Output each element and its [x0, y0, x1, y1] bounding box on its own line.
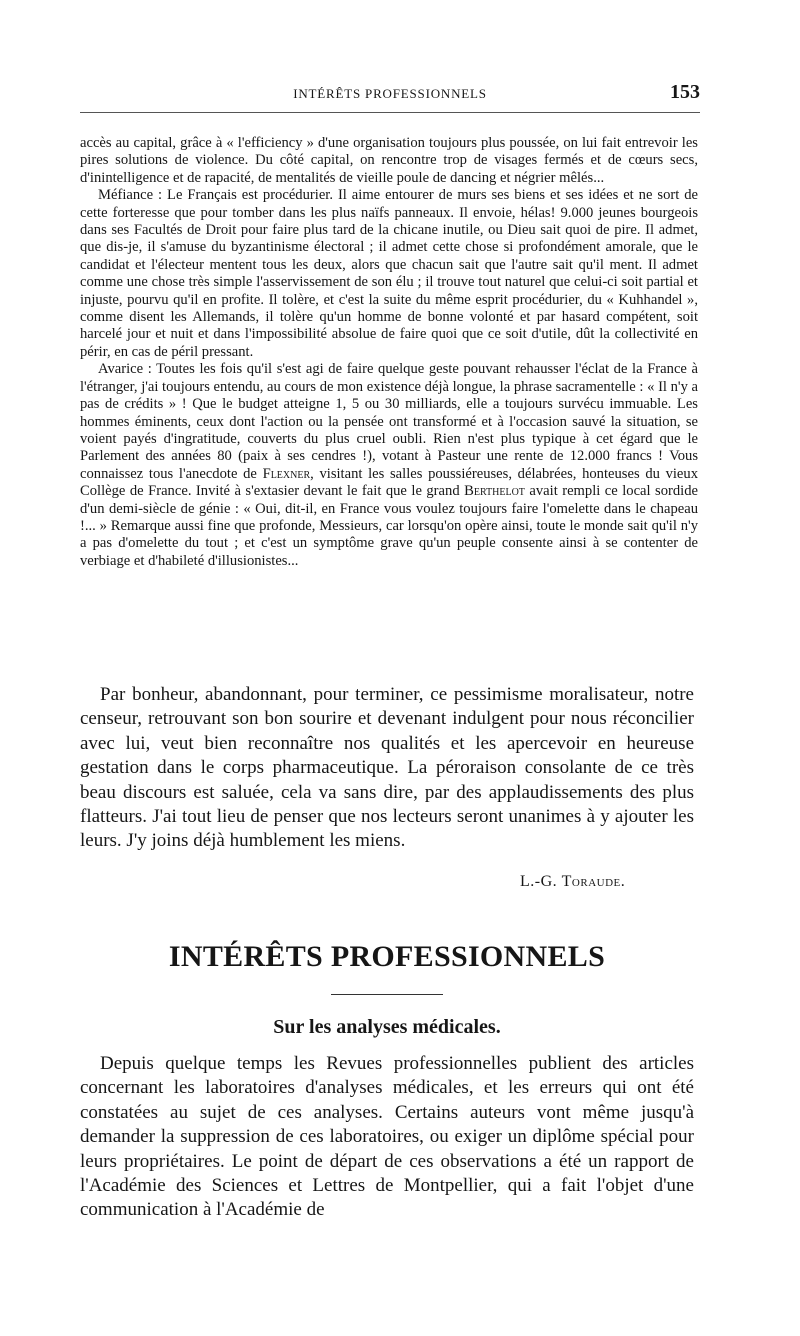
- name-berthelot: Berthelot: [464, 483, 525, 500]
- avarice-text-end: avait rempli ce local sordide d'un demi-siècle de génie : « Oui, dit-il, en France vous voulez toujours faire l'omelette dans le chapeau !... » Remarque aussi fine que profonde, Messieurs, car lorsqu'on opère ainsi, toute le monde sait qu'il n'y a pas d'omelette du tout ; et c'est un symptôme grave qu'un peuple consente ainsi à se contenter de verbiage et d'habileté d'illusionistes...: [80, 483, 699, 569]
- paragraph-capital: accès au capital, grâce à « l'efficiency » d'une organisation toujours plus poussée, on lui fait entrevoir les pires solutions de violence. Du côté capital, on rencontre trop de visages fermés et de cœurs secs, d'inintelligence et de rapacité, de mentalités de vieille poule de dancing et négrier mêlés...: [80, 135, 698, 186]
- avarice-text-middle: , visitant les salles poussiéreuses, délabrées, honteuses du vieux Collège de France. Invité à s'extasier devant le fait que le grand: [80, 465, 699, 500]
- avarice-text-start: Avarice : Toutes les fois qu'il s'est agi de faire quelque geste pouvant rehausser l'éclat de la France à l'étranger, j'ai toujours entendu, au cours de mon existence déjà longue, la phrase sacramentelle : « Il n'y a pas de crédits » ! Que le budget atteigne 1, 5 ou 30 milliards, elle a toujours survécu immuable. Les hommes éminents, ceux dont l'action ou la pensée ont transformé et à l'occasion sauvé la situation, se voient payés d'ingratitude, couverts du plus cruel oubli. Rien n'est plus typique à cet égard que le Parlement des années 80 (paix à ses cendres !), votant à Pasteur une rente de 12.000 francs ! Vous connaissez tous l'anecdote de: [80, 361, 698, 482]
- signature: [520, 873, 625, 891]
- signature-name: Toraude.: [561, 873, 626, 890]
- header-rule: [80, 112, 700, 113]
- name-flexner: Flexner: [262, 465, 311, 482]
- paragraph-mefiance: Méfiance : Le Français est procédurier. Il aime entourer de murs ses biens et ses idées et ne sort de cette forteresse que pour tomber dans les plus naïfs panneaux. Il envoie, hélas! 9.000 jeunes bourgeois dans ses Facultés de Droit pour faire plus tard de la chicane inutile, ou Dieu sait quoi de pire. Il admet, que dis-je, il s'amuse du byzantinisme électoral ; il admet cette chose si profondément amorale, que le candidat et l'électeur mentent tous les deux, alors que chacun sait que l'autre sait qu'il ment. Il admet comme une chose très simple l'asservissement de son élu ; il trouve tout naturel que celui-ci soit partial et injuste, pourvu qu'il en profite. Il tolère, et c'est la suite du même esprit procédurier, du « Kuhhandel », comme disent les Allemands, il tolère qu'un homme de bonne volonté et par hasard compétent, soit harcelé jour et nuit et dans l'impossibilité absolue de faire quoi que ce soit d'utile, dût la collectivité en périr, en cas de péril pressant.: [80, 187, 698, 360]
- running-header: [80, 81, 700, 114]
- article-subtitle: Sur les analyses médicales.: [273, 1016, 501, 1038]
- article-paragraph: Depuis quelque temps les Revues professionnelles publient des articles concernant les laboratoires d'analyses médicales, et les erreurs qui ont été constatées au sujet de ces analyses. Certains auteurs vont même jusqu'à demander la suppression de ces laboratoires, ou exiger un diplôme spécial pour leurs propriétaires. Le point de départ de ces observations a été un rapport de l'Académie des Sciences et Lettres de Montpellier, qui a fait l'objet d'une communication à l'Académie de: [80, 1053, 694, 1221]
- signature-initials: L.-G.: [520, 873, 558, 890]
- article-body: [80, 1052, 694, 1223]
- section-title: INTÉRÊTS PROFESSIONNELS: [168, 940, 606, 973]
- paragraph-avarice: [80, 361, 698, 570]
- quoted-speech-excerpt: [80, 135, 698, 570]
- conclusion-paragraph: Par bonheur, abandonnant, pour terminer, ce pessimisme moralisateur, notre censeur, retrouvant son bon sourire et devenant indulgent pour nous réconcilier avec lui, veut bien reconnaître nos qualités et les apercevoir en heureuse gestation dans le corps pharmaceutique. La péroraison consolante de ce très beau discours est saluée, cela va sans dire, par des applaudissements des plus flatteurs. J'ai tout lieu de penser que nos lecteurs seront unanimes à y ajouter les leurs. J'y joins déjà humblement les miens.: [80, 684, 694, 852]
- section-rule: [331, 994, 443, 995]
- conclusion: [80, 683, 694, 854]
- running-title: INTÉRÊTS PROFESSIONNELS: [293, 86, 487, 101]
- page-number: 153: [670, 81, 700, 103]
